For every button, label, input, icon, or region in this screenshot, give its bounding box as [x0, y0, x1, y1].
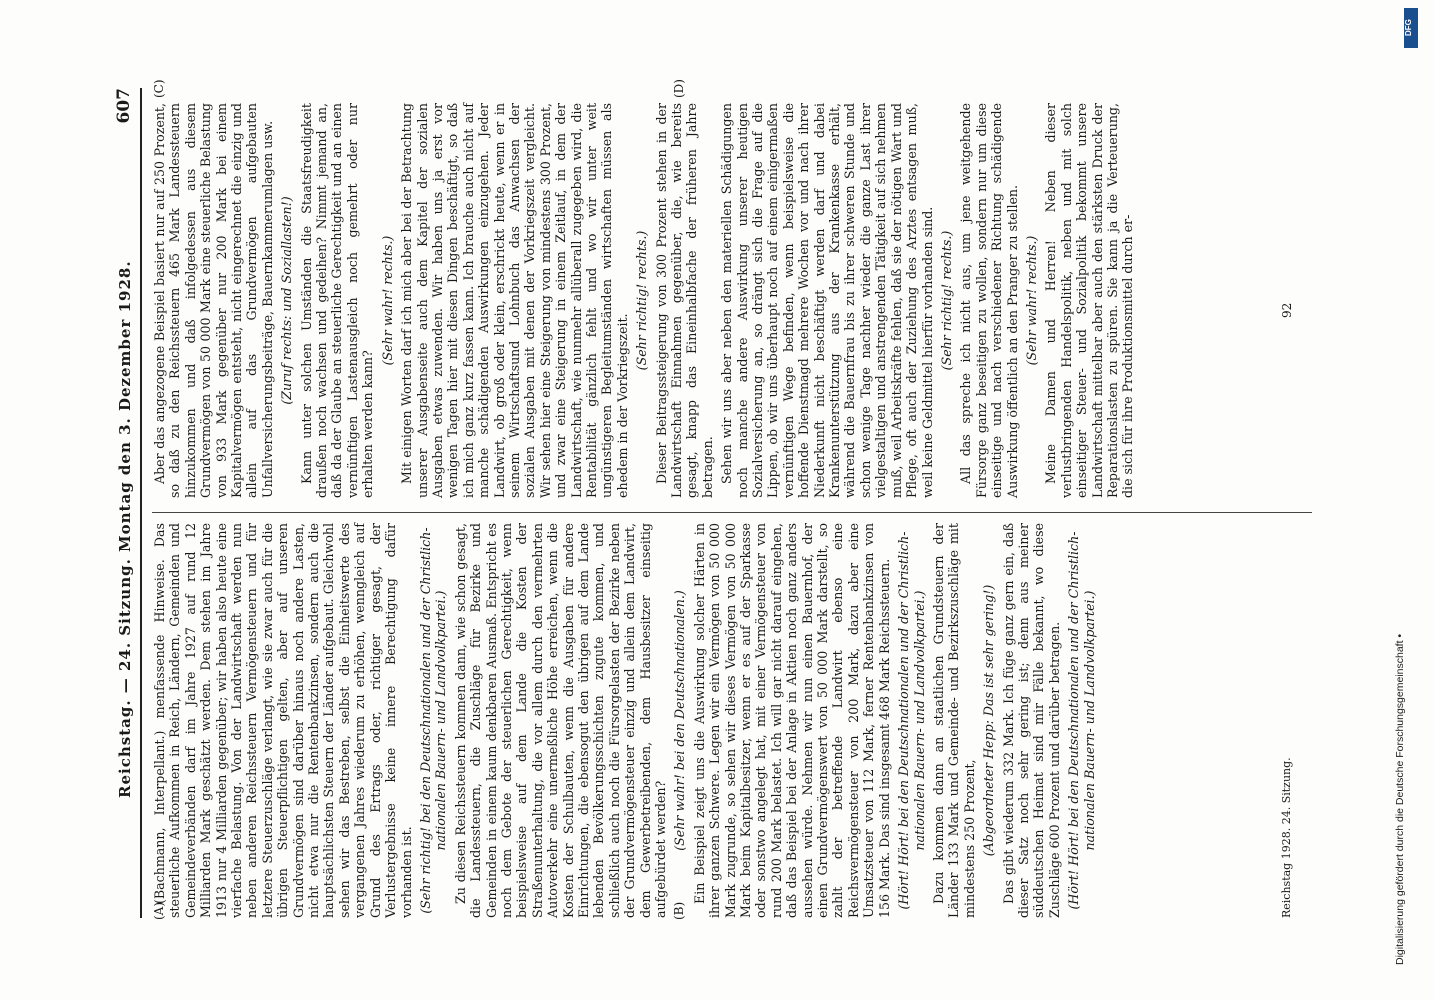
- margin-marker-a: (A): [152, 901, 166, 920]
- right-column: [152, 103, 1140, 498]
- paragraph: Aber das angezogene Beispiel basiert nur auf 250 Prozent, so daß zu den Reichssteuern 465 Mark Landessteuern hinzukommen und daß infolgedessen aus diesem Grundvermögen von 50 000 Mark eine steuerliche Belastung von 933 Mark gegenüber nur 200 Mark bei einem Kapitalvermögen entsteht, nicht eingerechnet die einzig und allein auf das Grundvermögen aufgebauten Unfallversicherungsbeiträge, Bauernkammerumlagen usw.: [152, 103, 275, 498]
- margin-marker-d: (D): [672, 79, 686, 98]
- interjection: (Hört! Hört! bei den Deutschnationalen und der Christlich-nationalen Bauern- und Landvolkpartei.): [1066, 531, 1097, 910]
- interjection: (Sehr richtig! rechts.): [634, 230, 650, 371]
- interjection: (Sehr wahr! rechts.): [379, 235, 395, 366]
- running-header: [112, 88, 142, 918]
- interjection: (Sehr wahr! bei den Deutschnationalen.): [672, 590, 688, 851]
- interjection: (Sehr richtig! rechts.): [938, 230, 954, 371]
- digitization-credit: Digitalisierung gefördert durch die Deutsche Forschungsgemeinschaft •: [1394, 633, 1406, 965]
- paragraph: Sehen wir uns aber neben den materiellen Schädigungen noch manche andere Auswirkung unserer heutigen Sozialversicherung an, so drängt sich die Frage auf die Lippen, ob wir uns überhaupt noch auf einem einigermaßen vernünftigen Wege befinden, wenn beispielsweise die hoffende Dienstmagd mehrere Wochen vor und nach ihrer Niederkunft nicht beschäftigt werden darf und dabei Krankenunterstützung aus der Krankenkasse erhält, während die Bauernfrau bis zu ihrer schweren Stunde und schon wenige Tage nachher wieder die ganze Last ihrer vielgestaltigen und anstrengenden Tätigkeit auf sich nehmen muß, weil Arbeitskräfte fehlen, daß sie der nötigen Wart und Pflege, oft auch der Zuziehung des Arztes entsagen muß, weil keine Geldmittel hierfür vorhanden sind.: [719, 103, 935, 498]
- paragraph: Mit einigen Worten darf ich mich aber bei der Betrachtung unserer Ausgabenseite auch dem Kapitel der sozialen Ausgaben etwas zuwenden. Wir haben uns ja erst vor wenigen Tagen hier mit diesen Dingen beschäftigt, so daß ich mich ganz kurz fassen kann. Ich brauche auch nicht auf manche schädigenden Auswirkungen einzugehen. Jeder Landwirt, ob groß oder klein, erschrickt heute, wenn er in seinem Wirtschaftsund Lohnbuch das Anwachsen der sozialen Ausgaben mit denen der Vorkriegszeit vergleicht. Wir sehen hier eine Steigerung von mindestens 300 Prozent, und zwar eine Steigerung in einem Zeitlauf, in dem der Landwirtschaft, wie nunmehr allüberall zugegeben wird, die Rentabilität gänzlich fehlt und wo wir unter weit ungünstigeren Begleitumständen wirtschaften müssen als ehedem in der Vorkriegszeit.: [399, 103, 630, 498]
- paragraph: Dieser Beitragssteigerung von 300 Prozent stehen in der Landwirtschaft Einnahmen gegenüber, die, wie bereits gesagt, knapp das Eineinhalbfache der früheren Jahre betragen.: [653, 103, 715, 498]
- interjection: (Abgeordneter Hepp: Das ist sehr gering!): [981, 584, 997, 857]
- margin-marker-c: (C): [152, 79, 166, 98]
- dfg-logo: DFG: [1404, 8, 1418, 48]
- header-rule: [140, 88, 142, 918]
- paragraph: (Bachmann, Interpellant.) menfassende Hinweise. Das steuerliche Aufkommen in Reich, Ländern, Gemeinden und Gemeindeverbänden darf im Jahre 1927 auf rund 12 Milliarden Mark geschätzt werden. Dem stehen im Jahre 1913 nur 4 Milliarden gegenüber; wir haben also heute eine vierfache Belastung. Von der Landwirtschaft werden nun neben anderen Reichssteuern Vermögensteuern und für letztere Steuerzuschläge verlangt, wie sie zwar auch für die übrigen Steuerpflichtigen gelten, aber auf unseren Grundvermögen sind darüber hinaus noch andere Lasten, nicht etwa nur die Rentenbankzinsen, sondern auch die hauptsächlichsten Steuern der Länder aufgebaut. Gleichwohl sehen wir das Bestreben, selbst die Einheitswerte des vergangenen Jahres wiederum zu erhöhen, wenngleich auf Grund des Ertrags oder, richtiger gesagt, der Verlustergebnisse keine innere Berechtigung dafür vorhanden ist.: [152, 523, 414, 918]
- footer-source: Reichstag 1928. 24. Sitzung.: [1280, 757, 1293, 918]
- left-column: [152, 523, 1101, 918]
- paragraph: Kann unter solchen Umständen die Staatsfreudigkeit draußen noch wachsen und gedeihen? Nimmt jemand an, daß da der Glaube an steuerliche Gerechtigkeit und an einen vernünftigen Lastenausgleich noch gemehrt oder nur erhalten werden kann?: [298, 103, 376, 498]
- paragraph: Das gibt wiederum 332 Mark. Ich füge ganz gern ein, daß dieser Satz noch sehr gering ist; denn aus meiner süddeutschen Heimat sind mir Fälle bekannt, wo diese Zuschläge 600 Prozent und darüber betragen.: [1000, 523, 1062, 918]
- interjection: (Hört! Hört! bei den Deutschnationalen und der Christlich-nationalen Bauern- und Landvolkpartei.): [896, 531, 927, 910]
- interjection: (Sehr richtig! bei den Deutschnationalen und der Christlich-nationalen Bauern- und Landvolkpartei.): [417, 527, 449, 914]
- page-number: 607: [114, 88, 134, 124]
- digitization-sidebar: [1386, 0, 1426, 1000]
- paragraph: Ein Beispiel zeigt uns die Auswirkung solcher Härten in ihrer ganzen Schwere. Legen wir ein Vermögen von 50 000 Mark zugrunde, so sehen wir dieses Vermögen von 50 000 Mark beim Kapitalbesitzer, wenn er es auf der Sparkasse oder sonstwo angelegt hat, mit einer Vermögensteuer von rund 200 Mark belastet. Ich will gar nicht darauf eingehen, daß das Beispiel bei der Anlage in Aktien noch ganz anders aussehen würde. Nehmen wir nun einen Bauernhof, der einen Grundvermögenswert von 50 000 Mark darstellt, so zahlt der betreffende Landwirt ebenso eine Reichsvermögensteuer von 200 Mark, dazu aber eine Umsatzsteuer von 112 Mark, ferner Rentenbankzinsen von 156 Mark. Das sind insgesamt 468 Mark Reichssteuern.: [691, 523, 892, 918]
- column-divider: [152, 512, 1312, 513]
- margin-marker-b: (B): [672, 901, 686, 920]
- rotated-document-page: [112, 79, 1322, 920]
- paragraph: All das spreche ich nicht aus, um jene weitgehende Fürsorge ganz beseitigen zu wollen, sondern nur um diese einseitige und nach verschiedener Richtung schädigende Auswirkung öffentlich an den Pranger zu stellen.: [958, 103, 1020, 498]
- paragraph: Meine Damen und Herren! Neben dieser verlustbringenden Handelspolitik, neben und mit solch einseitiger Steuer- und Sozialpolitik bekommt unsere Landwirtschaft mittelbar aber auch den stärksten Druck der Reparationslasten zu spüren. Sie kann ja die Verteuerung, die sich für ihre Produktionsmittel durch er-: [1043, 103, 1136, 498]
- paragraph: Zu diesen Reichssteuern kommen dann, wie schon gesagt, die Landessteuern, die Zuschläge für Bezirke und Gemeinden in einem kaum denkbaren Ausmaß. Entspricht es noch dem Gebote der steuerlichen Gerechtigkeit, wenn beispielsweise auf dem Lande die Kosten der Straßenunterhaltung, die vor allem durch den vermehrten Autoverkehr eine unermeßliche Höhe erreichen, wenn die Kosten der Schulbauten, wenn die Ausgaben für andere Einrichtungen, die ebensogut den übrigen auf dem Lande lebenden Bevölkerungsschichten zugute kommen, und schließlich auch noch die Fürsorgelasten der Bezirke neben der Grundvermögensteuer einzig und allein dem Landwirt, dem Gewerbetreibenden, dem Hausbesitzer einseitig aufgebürdet werden?: [452, 523, 668, 918]
- header-title: Reichstag. — 24. Sitzung. Montag den 3. Dezember 1928.: [116, 260, 134, 798]
- paragraph: Dazu kommen dann an staatlichen Grundsteuern der Länder 133 Mark und Gemeinde- und Bezirkszuschläge mit mindestens 250 Prozent,: [930, 523, 977, 918]
- footer-number: 92: [1280, 302, 1294, 318]
- interjection: (Zuruf rechts: und Soziallasten!): [279, 196, 295, 405]
- interjection: (Sehr wahr! rechts.): [1023, 235, 1039, 366]
